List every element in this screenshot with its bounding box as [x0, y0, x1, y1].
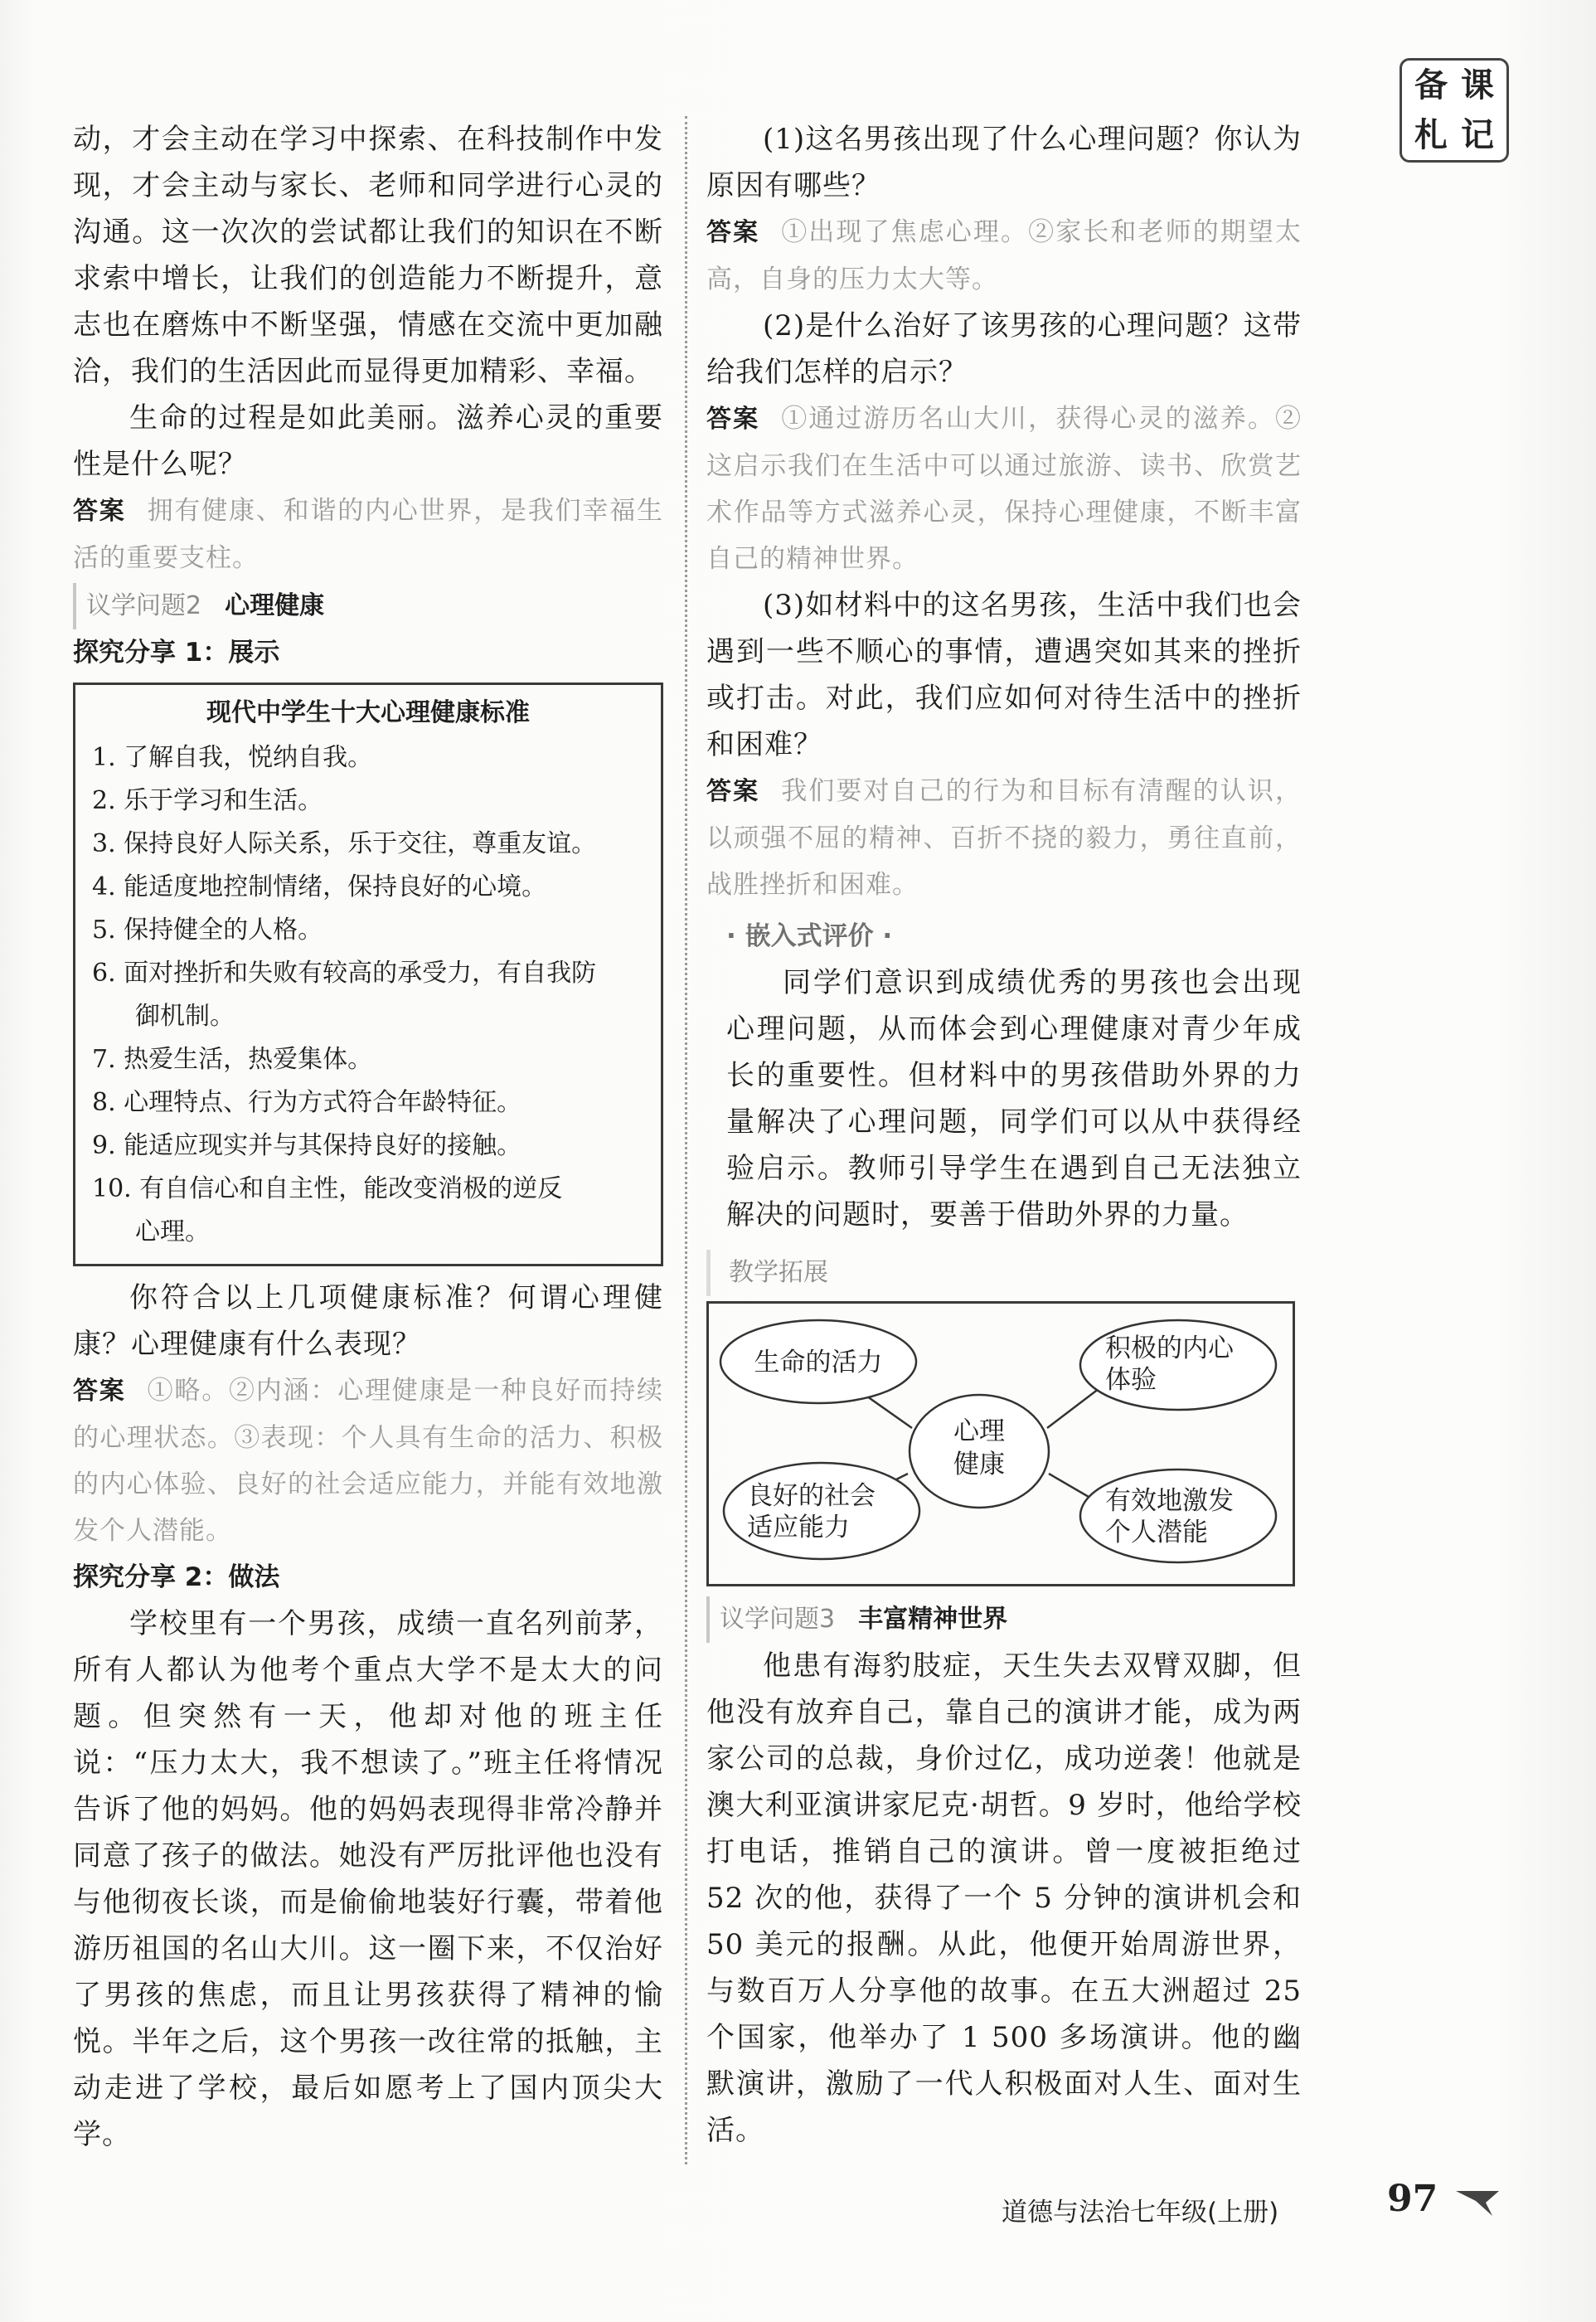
logo-char: 札: [1414, 115, 1448, 154]
section-header-2: [73, 583, 663, 629]
answer-text: 拥有健康、和谐的内心世界，是我们幸福生活的重要支柱。: [73, 496, 664, 573]
node-life-vitality: 生命的活力: [754, 1348, 883, 1377]
center-label-2: 健康: [953, 1450, 1005, 1479]
standards-title: 现代中学生十大心理健康标准: [206, 698, 530, 727]
answer-label: 答案: [73, 497, 126, 526]
logo-char: 备: [1414, 66, 1448, 104]
answer-label: 答案: [706, 218, 760, 247]
explore-share-2: 探究分享 2：做法: [73, 1562, 280, 1592]
question-1: (1)这名男孩出现了什么心理问题？你认为原因有哪些？: [706, 123, 1302, 202]
story-3-paragraph: 他患有海豹肢症，天生失去双臂双脚，但他没有放弃自己，靠自己的演讲才能，成为两家公司的总裁，身价过亿，成功逆袭！他就是澳大利亚演讲家尼克·胡哲。9 岁时，他给学校打电话，推销自己的演讲。曾一度被拒绝过 52 次的他，获得了一个 5 分钟的演讲机会和 50 美元的报酬。从此，他便开始周游世界，与数百万人分享他的故事。在五大洲超过 25 个国家，他举办了 1 500 多场演讲。他的幽默演讲，激励了一代人积极面对人生、面对生活。: [706, 1649, 1302, 2147]
standard-item: 8. 心理特点、行为方式符合年龄特征。: [92, 1088, 522, 1117]
node-social-adaptation-2: 适应能力: [747, 1513, 850, 1542]
standard-item: 6. 面对挫折和失败有较高的承受力，有自我防: [92, 959, 597, 988]
column-divider: [685, 116, 687, 2164]
standard-item: 9. 能适应现实并与其保持良好的接触。: [92, 1131, 522, 1160]
answer-text: ①略。②内涵：心理健康是一种良好而持续的心理状态。③表现：个人具有生命的活力、积极的内心体验、良好的社会适应能力，并能有效地激发个人潜能。: [73, 1376, 664, 1546]
section-tag: 议学问题3: [706, 1596, 835, 1643]
book-title: 道德与法治七年级(上册): [1002, 2198, 1279, 2227]
node-ellipse: [1080, 1469, 1276, 1562]
answer-block: [73, 488, 663, 581]
answer-block-q2: [706, 396, 1302, 582]
section-tag: 议学问题2: [73, 583, 201, 629]
node-potential-2: 个人潜能: [1105, 1518, 1208, 1547]
right-column: [706, 116, 1302, 2154]
standard-item: 10. 有自信心和自主性，能改变消极的逆反: [92, 1174, 563, 1203]
question-2-paragraph: 你符合以上几项健康标准？何谓心理健康？心理健康有什么表现？: [73, 1281, 663, 1361]
answer-label: 答案: [706, 777, 760, 806]
standard-item-continued: 御机制。: [135, 1002, 235, 1031]
section-header-3: [706, 1596, 1302, 1643]
node-positive-experience: 积极的内心: [1105, 1333, 1234, 1363]
embedded-evaluation: [706, 959, 1302, 1238]
embedded-evaluation-heading: · 嵌入式评价 ·: [726, 921, 893, 951]
mental-health-diagram: [706, 1301, 1295, 1586]
left-column: [73, 116, 663, 2158]
logo-char: 课: [1461, 66, 1494, 104]
answer-label: 答案: [73, 1377, 126, 1406]
story-paragraph: 学校里有一个男孩，成绩一直名列前茅，所有人都认为他考个重点大学不是太大的问题。但突然有一天，他却对他的班主任说：“压力太大，我不想读了。”班主任将情况告诉了他的妈妈。他的妈妈表现得非常冷静并同意了孩子的做法。她没有严厉批评他也没有与他彻夜长谈，而是偷偷地装好行囊，带着他游历祖国的名山大川。这一圈下来，不仅治好了男孩的焦虑，而且让男孩获得了精神的愉悦。半年之后，这个男孩一改往常的抵触，主动走进了学校，最后如愿考上了国内顶尖大学。: [73, 1607, 663, 2151]
node-ellipse: [724, 1463, 919, 1559]
embedded-evaluation-text: 同学们意识到成绩优秀的男孩也会出现心理问题，从而体会到心理健康对青少年成长的重要性。但材料中的男孩借助外界的力量解决了心理问题，同学们可以从中获得经验启示。教师引导学生在遇到自己无法独立解决的问题时，要善于借助外界的力量。: [726, 966, 1302, 1231]
standard-item-continued: 心理。: [135, 1217, 210, 1246]
answer-label: 答案: [706, 405, 760, 434]
answer-block-q1: [706, 209, 1302, 303]
standard-item: 3. 保持良好人际关系，乐于交往，尊重友谊。: [92, 829, 597, 858]
standard-item: 7. 热爱生活，热爱集体。: [92, 1045, 373, 1074]
lesson-notes-logo: [1400, 58, 1509, 163]
standard-item: 2. 乐于学习和生活。: [92, 786, 323, 815]
standard-item: 4. 能适度地控制情绪，保持良好的心境。: [92, 872, 547, 901]
explore-share-1: 探究分享 1：展示: [73, 638, 280, 668]
footer-arrow-icon: [1453, 2186, 1502, 2219]
question-3: (3)如材料中的这名男孩，生活中我们也会遇到一些不顺心的事情，遭遇突如其来的挫折或打击。对此，我们应如何对待生活中的挫折和困难？: [706, 589, 1302, 761]
teaching-extension-heading: 教学拓展: [706, 1250, 1302, 1296]
answer-block-q3: [706, 768, 1302, 908]
intro-paragraph: 动，才会主动在学习中探索、在科技制作中发现，才会主动与家长、老师和同学进行心灵的沟通。这一次次的尝试都让我们的知识在不断求索中增长，让我们的创造能力不断提升，意志也在磨炼中不断坚强，情感在交流中更加融洽，我们的生活因此而显得更加精彩、幸福。: [73, 123, 663, 388]
answer-block-2: [73, 1367, 663, 1554]
answer-text: ①通过游历名山大川，获得心灵的滋养。②这启示我们在生活中可以通过旅游、读书、欣赏艺术作品等方式滋养心灵，保持心理健康，不断丰富自己的精神世界。: [706, 404, 1303, 574]
answer-text: 我们要对自己的行为和目标有清醒的认识，以顽强不屈的精神、百折不挠的毅力，勇往直前，战胜挫折和困难。: [706, 776, 1303, 900]
node-positive-experience-2: 体验: [1105, 1365, 1157, 1395]
standard-item: 5. 保持健全的人格。: [92, 916, 323, 945]
section-title: 心理健康: [225, 591, 325, 620]
question-2: (2)是什么治好了该男孩的心理问题？这带给我们怎样的启示？: [706, 309, 1302, 389]
section-title: 丰富精神世界: [858, 1605, 1008, 1634]
page-number: 97: [1387, 2178, 1438, 2220]
logo-char: 记: [1461, 115, 1494, 154]
answer-text: ①出现了焦虑心理。②家长和老师的期望太高，自身的压力太大等。: [706, 217, 1303, 294]
node-social-adaptation: 良好的社会: [747, 1481, 876, 1511]
node-potential: 有效地激发: [1105, 1486, 1234, 1516]
standards-box: [73, 683, 663, 1266]
diagram-svg: [709, 1304, 1293, 1584]
center-label-1: 心理: [953, 1416, 1005, 1446]
standard-item: 1. 了解自我，悦纳自我。: [92, 743, 373, 772]
question-paragraph: 生命的过程是如此美丽。滋养心灵的重要性是什么呢？: [73, 401, 663, 481]
